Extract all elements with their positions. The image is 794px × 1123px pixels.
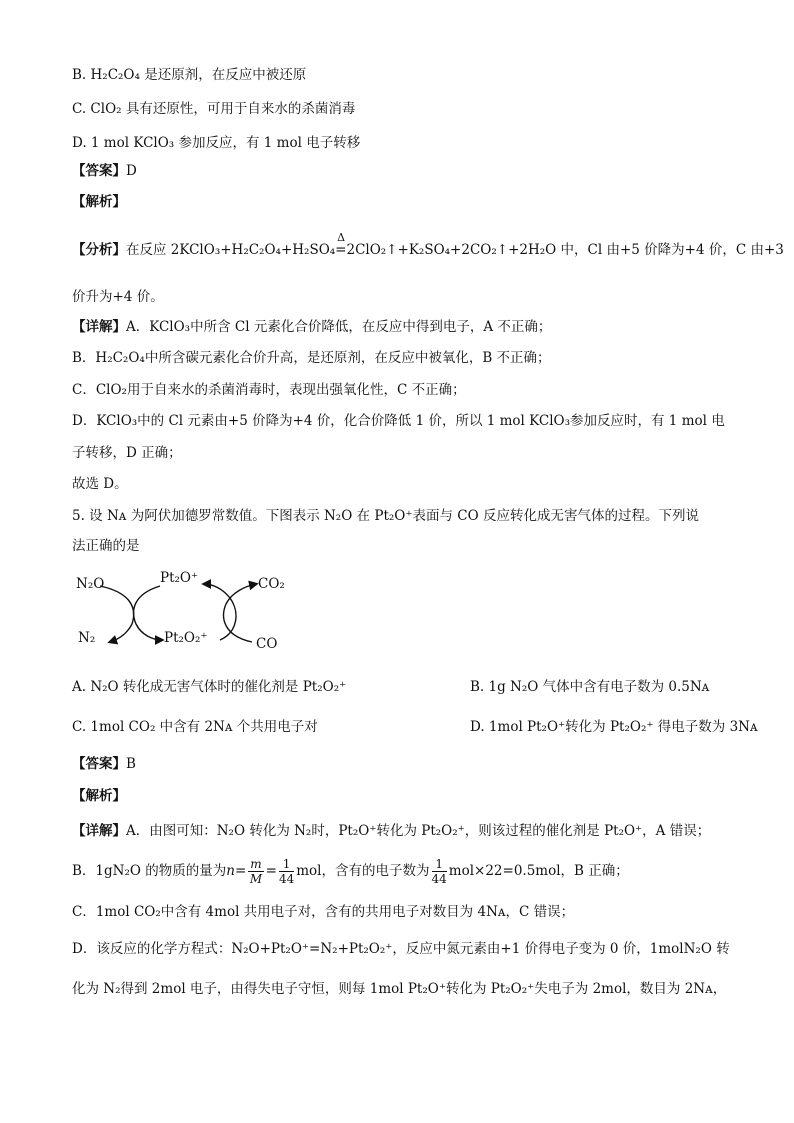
option-b-q4: B. H₂C₂O₄ 是还原剂，在反应中被还原 bbox=[72, 67, 307, 83]
pt2o2-to-pt2o-arrow bbox=[204, 584, 236, 640]
detail-line-a: 【详解】A．KClO₃中所含 Cl 元素化合价降低，在反应中得到电子，A 不正确； bbox=[72, 319, 552, 335]
detail2-line-c: C．1mol CO₂中含有 4mol 共用电子对，含有的共用电子对数目为 4Nᴀ，C 错误； bbox=[72, 904, 575, 920]
detail2-line-d2: 化为 N₂得到 2mol 电子，由得失电子守恒，则每 1mol Pt₂O⁺转化为 Pt₂O₂⁺失电子为 2mol，数目为 2Nᴀ， bbox=[72, 981, 727, 997]
question-5-line-1: 5. 设 Nᴀ 为阿伏加德罗常数值。下图表示 N₂O 在 Pt₂O⁺表面与 CO 反应转化成无害气体的过程。下列说 bbox=[72, 508, 699, 524]
answer-q4 bbox=[72, 162, 137, 180]
heat-symbol: Δ = bbox=[335, 231, 347, 258]
label-co: CO bbox=[256, 636, 278, 652]
answer-value: D bbox=[126, 163, 137, 179]
detail-line-d2: 子转移，D 正确； bbox=[72, 445, 182, 461]
analysis-tag-q4: 【解析】 bbox=[72, 194, 126, 210]
fenxi-line-1: 【分析】在反应 2KClO₃+H₂C₂O₄+H₂SO₄ Δ =2ClO₂↑+K₂SO₄+2CO₂↑+2H₂O 中，Cl 由+5 价降为+4 价，C 由+3 bbox=[72, 231, 784, 258]
detail-line-c: C．ClO₂用于自来水的杀菌消毒时，表现出强氧化性，C 不正确； bbox=[72, 382, 466, 398]
label-co2: CO₂ bbox=[258, 576, 285, 592]
fraction-1-over-44-b: $\frac{1}{44}$ bbox=[431, 857, 447, 886]
option-b-q5: B. 1g N₂O 气体中含有电子数为 0.5Nᴀ bbox=[470, 679, 710, 695]
pt2o-to-pt2o2-arrow bbox=[134, 586, 162, 640]
question-5-line-2: 法正确的是 bbox=[72, 538, 140, 554]
label-pt2o-plus: Pt₂O⁺ bbox=[160, 570, 199, 586]
catalytic-cycle-diagram bbox=[70, 566, 310, 658]
fraction-1-over-44: $\frac{1}{44}$ bbox=[278, 857, 295, 886]
option-c-q5: C. 1mol CO₂ 中含有 2Nᴀ 个共用电子对 bbox=[72, 719, 318, 735]
answer-tag: 【答案】 bbox=[72, 163, 126, 179]
detail2-line-b: B．1gN₂O 的物质的量为n= $\frac{m}{M}$ = $\frac{1}{44}$ mol，含有的电子数为 $\frac{1}{44}$ mol×22=0.5mol，B 正确； bbox=[72, 857, 629, 886]
answer-value-q5: B bbox=[126, 756, 136, 772]
detail-line-b: B．H₂C₂O₄中所含碳元素化合价升高，是还原剂，在反应中被氧化，B 不正确； bbox=[72, 350, 551, 366]
option-d-q4: D. 1 mol KClO₃ 参加反应，有 1 mol 电子转移 bbox=[72, 135, 361, 151]
fenxi-line-2: 价升为+4 价。 bbox=[72, 289, 164, 305]
detail2-line-d: D．该反应的化学方程式：N₂O+Pt₂O⁺=N₂+Pt₂O₂⁺，反应中氮元素由+1 价得电子变为 0 价，1molN₂O 转 bbox=[72, 941, 730, 957]
options-row-2 bbox=[72, 718, 758, 736]
analysis-tag-q5: 【解析】 bbox=[72, 788, 126, 804]
answer-q5: 【答案】B bbox=[72, 756, 136, 772]
choose-line: 故选 D。 bbox=[72, 476, 128, 492]
detail-line-d: D．KClO₃中的 Cl 元素由+5 价降为+4 价，化合价降低 1 价，所以 1 mol KClO₃参加反应时，有 1 mol 电 bbox=[72, 413, 725, 429]
detail2-line-a: 【详解】A．由图可知：N₂O 转化为 N₂时，Pt₂O⁺转化为 Pt₂O₂⁺，则该过程的催化剂是 Pt₂O⁺，A 错误； bbox=[72, 823, 711, 839]
label-pt2o2-plus: Pt₂O₂⁺ bbox=[164, 630, 208, 646]
label-n2o: N₂O bbox=[76, 576, 105, 592]
option-a-q5: A. N₂O 转化成无害气体时的催化剂是 Pt₂O₂⁺ bbox=[72, 679, 347, 695]
options-row-1 bbox=[72, 678, 710, 696]
option-d-q5: D. 1mol Pt₂O⁺转化为 Pt₂O₂⁺ 得电子数为 3Nᴀ bbox=[470, 719, 758, 735]
n2o-to-n2-arrow bbox=[100, 586, 134, 642]
option-c-q4: C. ClO₂ 具有还原性，可用于自来水的杀菌消毒 bbox=[72, 101, 356, 117]
co-to-co2-arrow bbox=[224, 584, 256, 642]
label-n2: N₂ bbox=[78, 630, 96, 646]
fraction-m-over-M: $\frac{m}{M}$ bbox=[249, 857, 263, 886]
